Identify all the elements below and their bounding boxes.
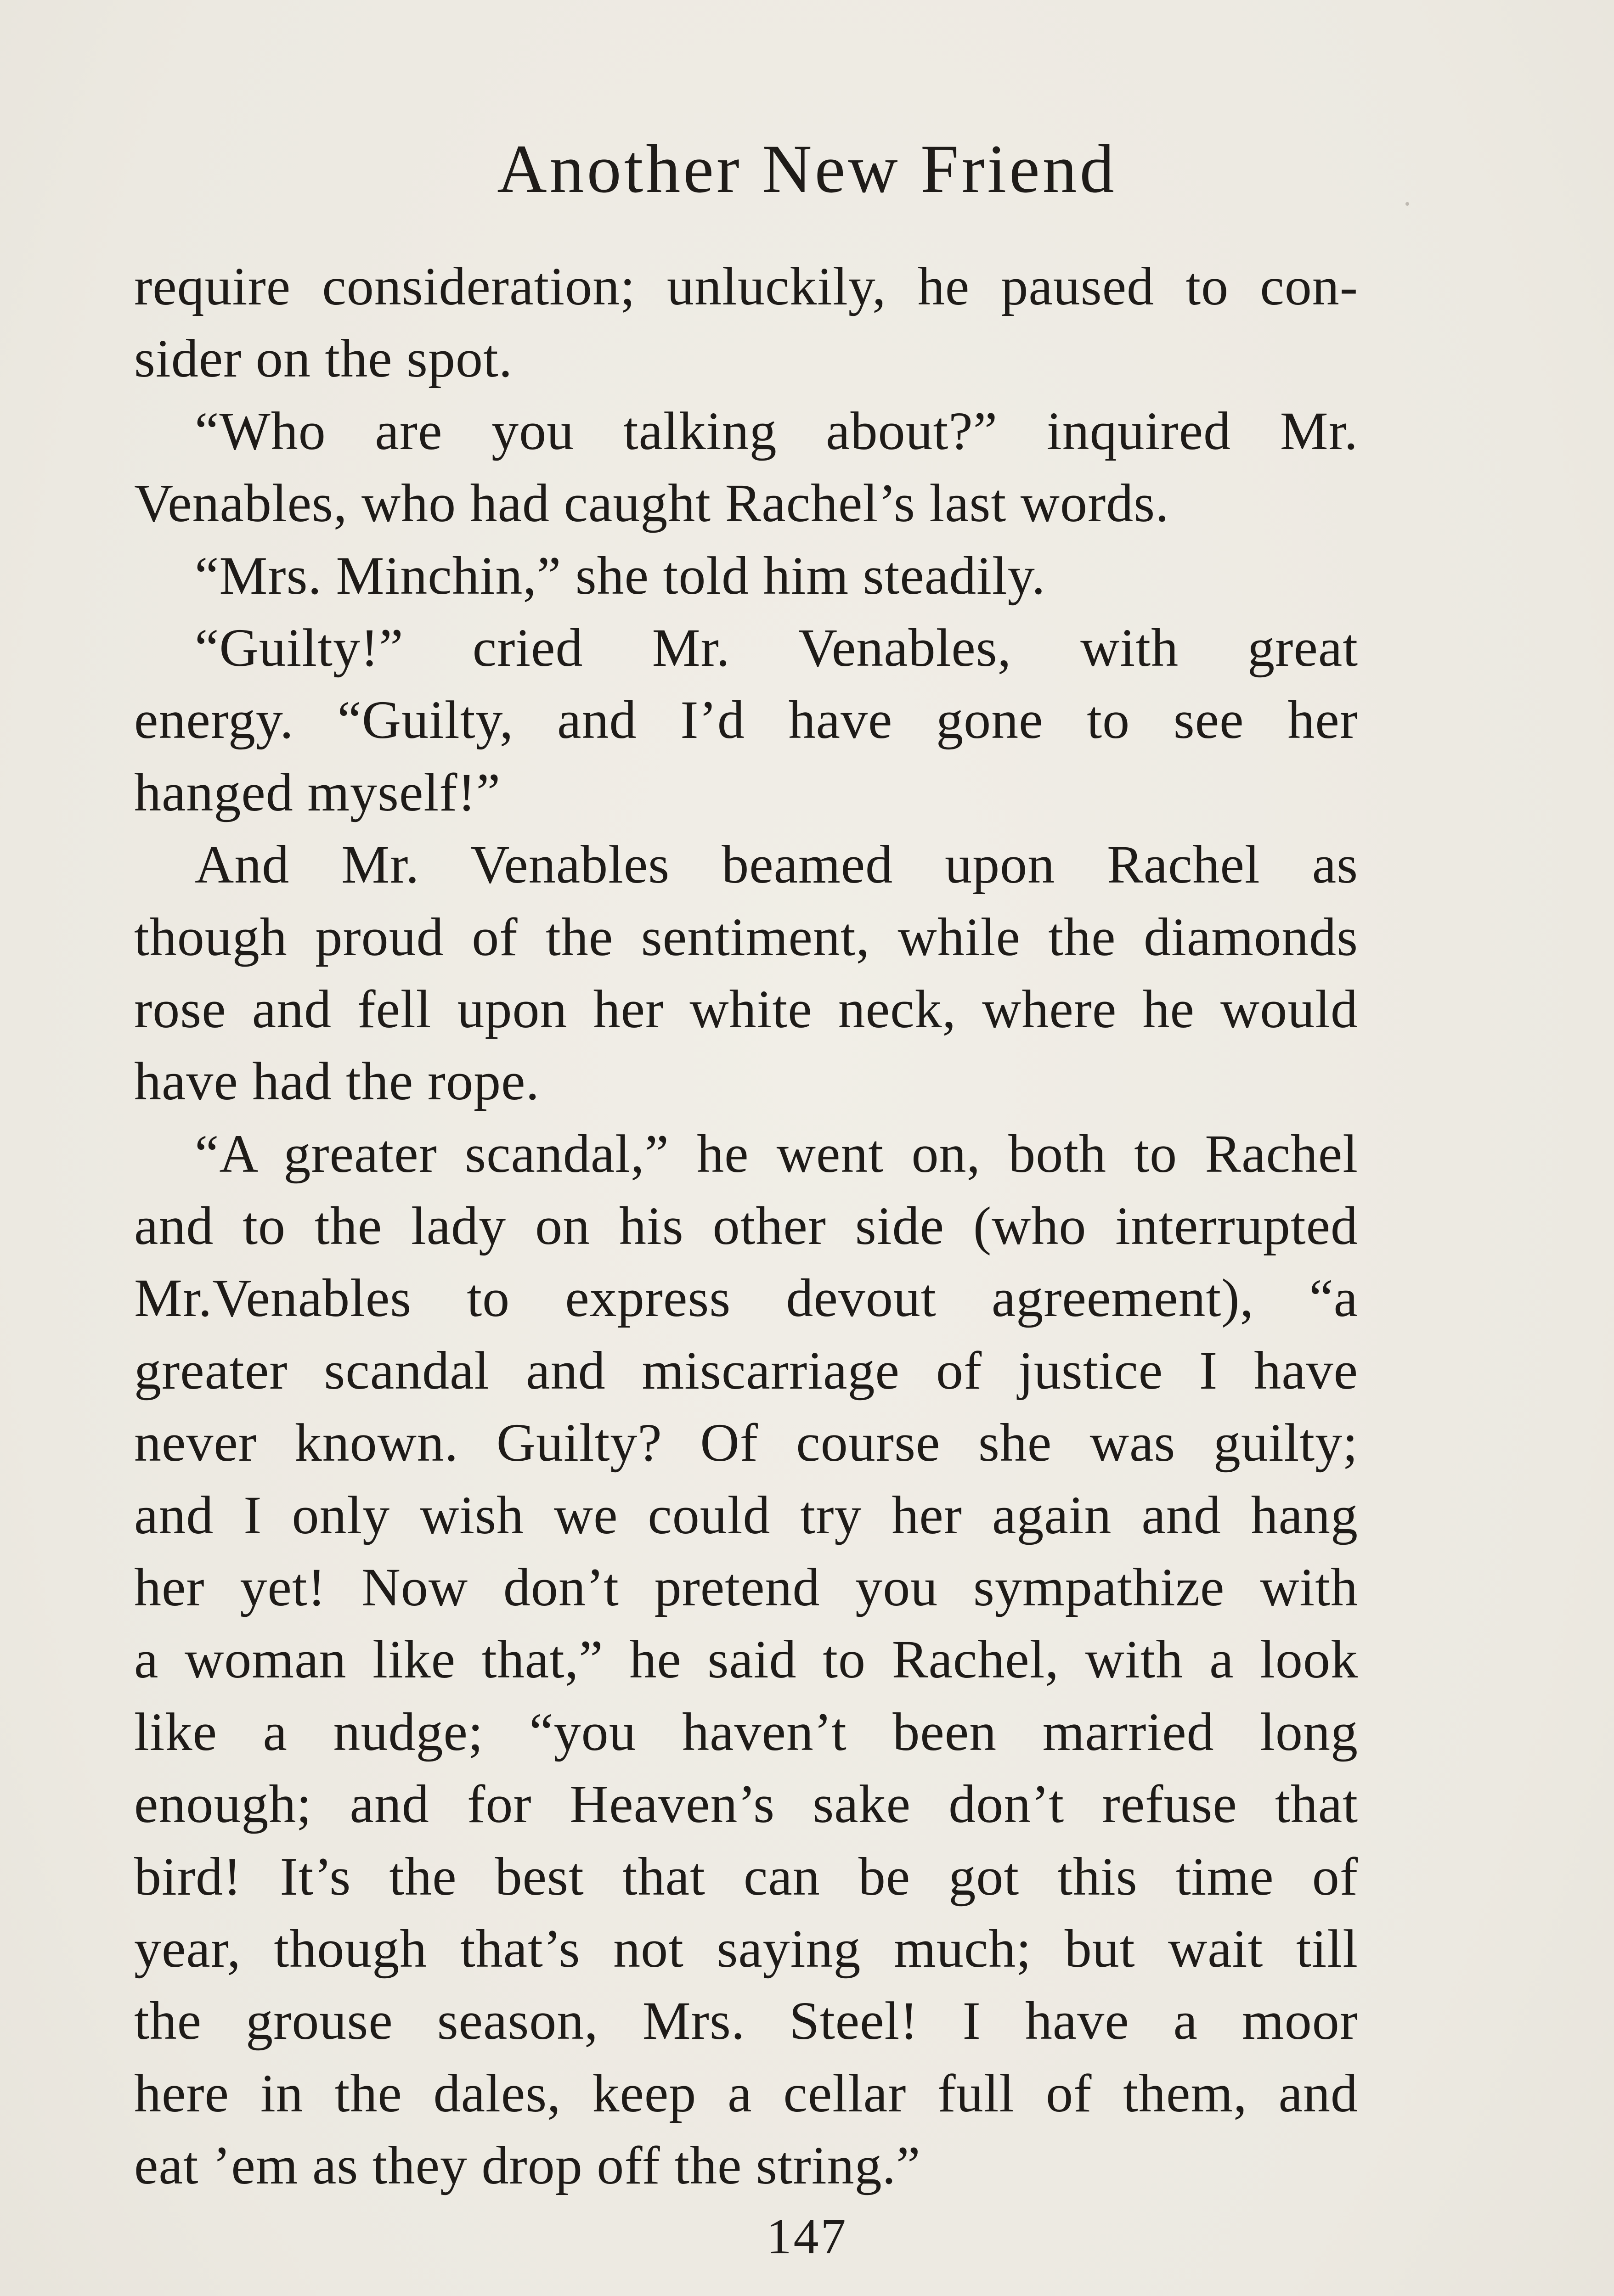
text-line: sider on the spot. — [134, 328, 513, 389]
text-line: Venables, who had caught Rachel’s last words. — [134, 473, 1169, 534]
text-line: enough; and for Heaven’s sake don’t refuse that — [134, 1774, 1358, 1835]
text-line: never known. Guilty? Of course she was guilty; — [134, 1412, 1358, 1473]
text-line: And Mr. Venables beamed upon Rachel as — [195, 834, 1358, 895]
text-line: a woman like that,” he said to Rachel, with a look — [134, 1629, 1358, 1690]
body-text — [134, 250, 1358, 2202]
text-line: here in the dales, keep a cellar full of them, and — [134, 2063, 1358, 2123]
text-line: eat ’em as they drop off the string.” — [134, 2135, 921, 2196]
text-line: Mr.Venables to express devout agreement), “a — [134, 1268, 1358, 1328]
text-line: her yet! Now don’t pretend you sympathize with — [134, 1557, 1358, 1618]
text-line: “A greater scandal,” he went on, both to Rachel — [195, 1123, 1358, 1184]
text-line: hanged myself!” — [134, 762, 501, 822]
text-line: the grouse season, Mrs. Steel! I have a moor — [134, 1991, 1358, 2051]
text-line: bird! It’s the best that can be got this time of — [134, 1846, 1358, 1907]
text-line: greater scandal and miscarriage of justice I have — [134, 1340, 1358, 1401]
text-line: have had the rope. — [134, 1051, 540, 1112]
text-line: year, though that’s not saying much; but wait till — [134, 1918, 1358, 1979]
text-line: require consideration; unluckily, he paused to con- — [134, 256, 1358, 316]
text-line: and to the lady on his other side (who interrupted — [134, 1196, 1358, 1256]
text-line: “Mrs. Minchin,” she told him steadily. — [195, 545, 1046, 606]
text-line: “Who are you talking about?” inquired Mr. — [195, 400, 1358, 461]
text-line: rose and fell upon her white neck, where he would — [134, 979, 1358, 1039]
text-line: though proud of the sentiment, while the diamonds — [134, 906, 1358, 967]
page-number: 147 — [766, 2208, 848, 2264]
text-line: “Guilty!” cried Mr. Venables, with great — [195, 617, 1358, 678]
text-line: and I only wish we could try her again and hang — [134, 1485, 1358, 1545]
text-line: like a nudge; “you haven’t been married long — [134, 1701, 1358, 1762]
text-line: energy. “Guilty, and I’d have gone to see her — [134, 690, 1358, 750]
running-head: Another New Friend — [497, 131, 1117, 207]
